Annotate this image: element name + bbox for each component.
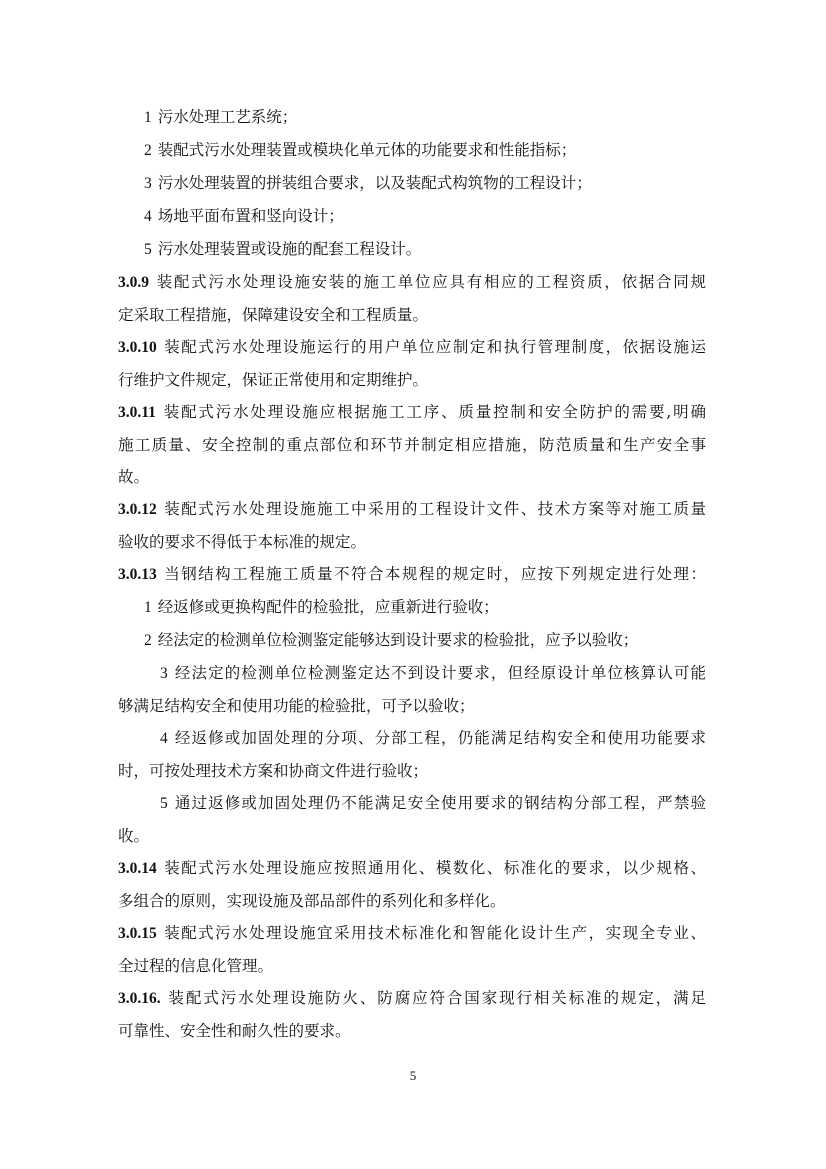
sub-item-line [118, 787, 706, 820]
clause-text: 装配式污水处理设施安装的施工单位应具有相应的工程资质，依据合同规 [155, 273, 706, 291]
clause-text: 装配式污水处理设施防火、防腐应符合国家现行相关标准的规定，满足 [166, 989, 706, 1007]
sub-item [118, 624, 706, 657]
sub-item-line [118, 722, 706, 755]
sub-item [118, 787, 706, 852]
item-text: 污水处理装置或设施的配套工程设计。 [157, 240, 422, 258]
clause-line: 定采取工程措施，保障建设安全和工程质量。 [118, 306, 429, 324]
item-text: 通过返修或加固处理仍不能满足安全使用要求的钢结构分部工程，严禁验 [173, 794, 706, 812]
clause-line [118, 558, 706, 591]
item-text: 经法定的检测单位检测鉴定达不到设计要求，但经原设计单位核算认可能 [173, 664, 706, 682]
clause-line [118, 493, 706, 526]
clause-text: 装配式污水处理设施应按照通用化、模数化、标准化的要求，以少规格、 [162, 859, 706, 877]
sub-item-line [118, 657, 706, 690]
sub-item [118, 591, 706, 624]
clause-line: 多组合的原则，实现设施及部品部件的系列化和多样化。 [118, 892, 506, 910]
clause-text: 装配式污水处理设施运行的用户单位应制定和执行管理制度，依据设施运 [162, 338, 706, 356]
sub-item-line: 时，可按处理技术方案和协商文件进行验收； [118, 762, 429, 780]
clause-line [118, 852, 706, 885]
item-text: 场地平面布置和竖向设计； [157, 207, 344, 225]
item-number: 2 [144, 632, 152, 649]
list-item [118, 233, 706, 266]
clause-text: 装配式污水处理设施宜采用技术标准化和智能化设计生产，实现全专业、 [162, 924, 706, 942]
clause-line [118, 331, 706, 364]
clause-number: 3.0.14 [118, 860, 157, 877]
item-number: 4 [160, 730, 168, 747]
clause-number: 3.0.10 [118, 339, 157, 356]
item-number: 1 [144, 599, 152, 616]
clause-number: 3.0.9 [118, 274, 149, 291]
clause-3-0-13 [118, 558, 706, 852]
clause-line: 行维护文件规定，保证正常使用和定期维护。 [118, 371, 429, 389]
clause-line: 可靠性、安全性和耐久性的要求。 [118, 1022, 351, 1040]
item-number: 5 [144, 241, 152, 258]
clause-line: 施工质量、安全控制的重点部位和环节并制定相应措施，防范质量和生产安全事 [118, 436, 706, 454]
item-number: 2 [144, 142, 152, 159]
clause-line [118, 266, 706, 299]
item-text: 装配式污水处理装置或模块化单元体的功能要求和性能指标； [157, 141, 577, 159]
sub-item [118, 657, 706, 722]
clause-number: 3.0.12 [118, 501, 157, 518]
sub-item-line: 够满足结构安全和使用功能的检验批，可予以验收； [118, 697, 475, 715]
clause-line: 全过程的信息化管理。 [118, 957, 274, 975]
clause-3-0-11 [118, 396, 706, 493]
clause-3-0-14 [118, 852, 706, 917]
clause-text: 当钢结构工程施工质量不符合本规程的规定时，应按下列规定进行处理： [162, 565, 706, 583]
item-number: 3 [160, 665, 168, 682]
clause-number-text: 3.0.16 [118, 990, 157, 1007]
clause-line: 故。 [118, 468, 150, 486]
list-item [118, 200, 706, 233]
clause-3-0-15 [118, 917, 706, 982]
item-number: 5 [160, 795, 168, 812]
clause-text: 装配式污水处理设施应根据施工工序、质量控制和安全防护的需要,明确 [161, 403, 706, 421]
list-item [118, 167, 706, 200]
clause-number: 3.0.11 [118, 404, 156, 421]
sub-item [118, 722, 706, 787]
clause-number: 3.0.15 [118, 925, 157, 942]
sub-item-line: 收。 [118, 827, 150, 845]
page-number: 5 [409, 1068, 417, 1083]
clause-3-0-16 [118, 982, 706, 1047]
clause-number: 3.0.13 [118, 566, 157, 583]
item-text: 经返修或加固处理的分项、分部工程，仍能满足结构安全和使用功能要求 [173, 729, 706, 747]
item-number: 4 [144, 208, 152, 225]
clause-line [118, 982, 706, 1015]
item-number: 3 [144, 175, 152, 192]
list-item [118, 101, 706, 134]
item-number: 1 [144, 109, 152, 126]
page-body [118, 101, 706, 1047]
clause-line: 验收的要求不得低于本标准的规定。 [118, 533, 367, 551]
clause-number-punct: . [156, 990, 161, 1007]
clause-text: 装配式污水处理设施施工中采用的工程设计文件、技术方案等对施工质量 [162, 500, 706, 518]
clause-line [118, 396, 706, 429]
clause-3-0-10 [118, 331, 706, 396]
item-text: 污水处理工艺系统； [157, 108, 298, 126]
clause-line [118, 917, 706, 950]
list-item [118, 134, 706, 167]
clause-3-0-9 [118, 266, 706, 331]
clause-3-0-12 [118, 493, 706, 558]
item-text: 经法定的检测单位检测鉴定能够达到设计要求的检验批，应予以验收； [157, 631, 639, 649]
item-text: 污水处理装置的拼装组合要求，以及装配式构筑物的工程设计； [157, 174, 592, 192]
item-text: 经返修或更换构配件的检验批，应重新进行验收； [157, 598, 499, 616]
clause-number [118, 990, 161, 1007]
